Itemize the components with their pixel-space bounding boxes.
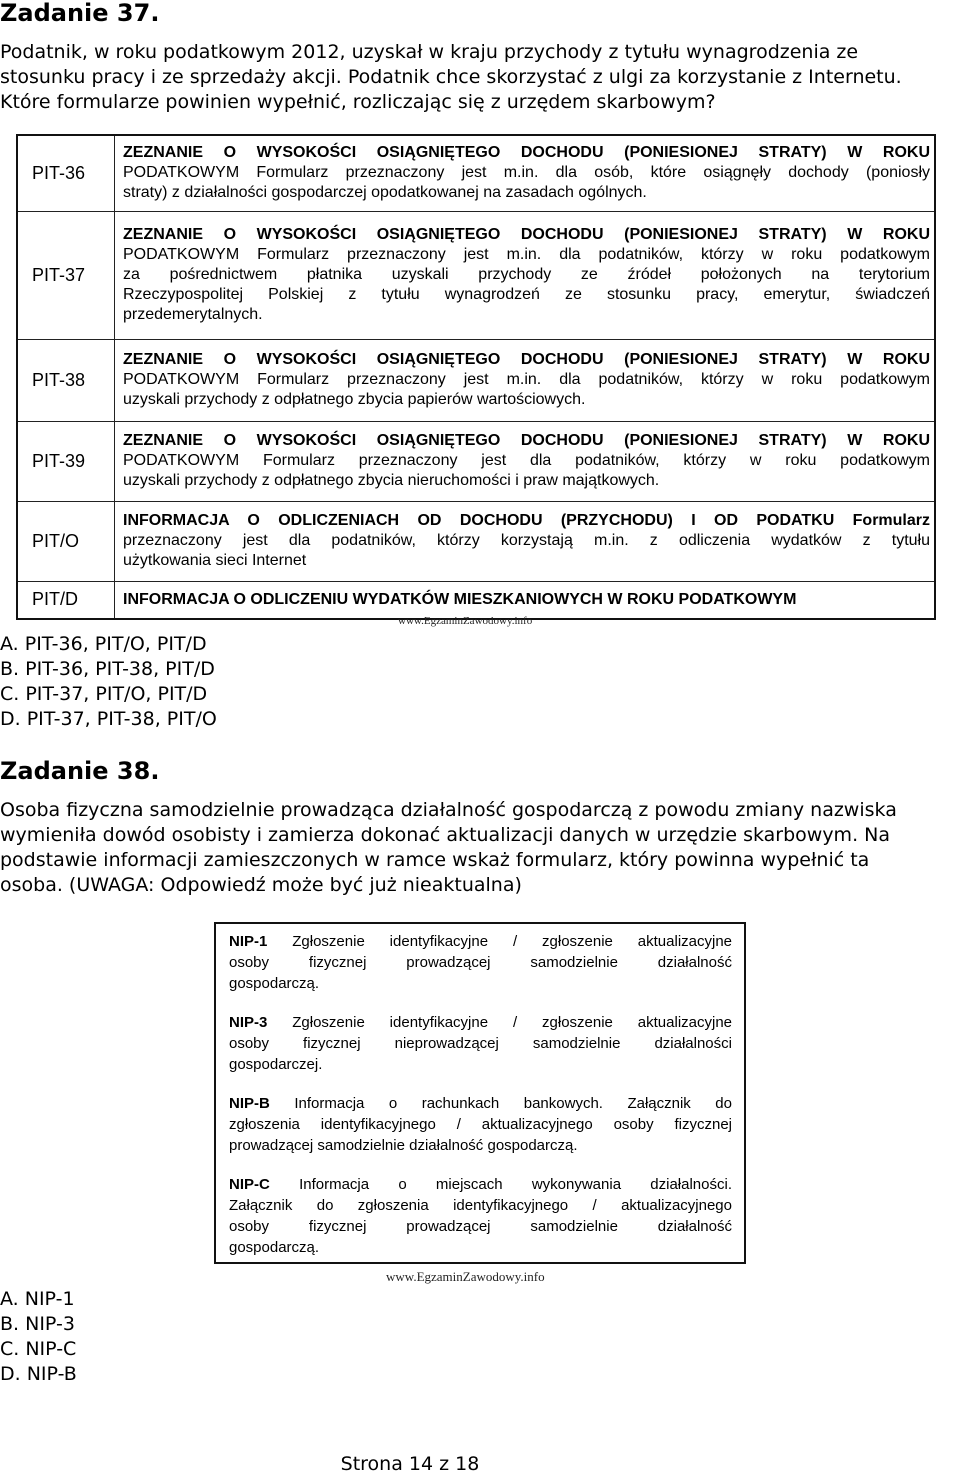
question-38-line: podstawie informacji zamieszczonych w ramce wskaż formularz, który powinna wypełnić ta [0,849,870,871]
description-line: ZEZNANIE O WYSOKOŚCI OSIĄGNIĘTEGO DOCHODU (PONIESIONEJ STRATY) W ROKU [123,226,930,243]
description-line: uzyskali przychody z odpłatnego zbycia nieruchomości i praw majątkowych. [123,472,660,489]
nip-text: zgłoszenia identyfikacyjnego / aktualizacyjnego osoby fizycznej [229,1116,732,1133]
answer-option[interactable]: A. NIP-1 [0,1288,75,1310]
description-line: INFORMACJA O ODLICZENIU WYDATKÓW MIESZKANIOWYCH W ROKU PODATKOWYM [123,590,797,608]
nip-entry [229,1093,732,1156]
nip-text: osoby fizycznej nieprowadzącej samodzielnie działalności [229,1035,732,1052]
nip-code: NIP-C [229,1176,270,1193]
nip-code: NIP-1 [229,933,268,950]
form-description [115,211,936,339]
nip-text: Zgłoszenie identyfikacyjne / zgłoszenie aktualizacyjne [292,933,733,950]
description-line: ZEZNANIE O WYSOKOŚCI OSIĄGNIĘTEGO DOCHODU (PONIESIONEJ STRATY) W ROKU [123,144,930,162]
question-38-text [0,798,960,898]
nip-text: prowadzącej samodzielnie działalność gospodarczą. [229,1137,578,1154]
form-code: PIT-37 [17,211,115,339]
answer-option[interactable]: A. PIT-36, PIT/O, PIT/D [0,633,207,655]
form-code: PIT-39 [17,421,115,501]
description-line: uzyskali przychody z odpłatnego zbycia papierów wartościowych. [123,391,586,408]
question-38-line: wymieniła dowód osobisty i zamierza dokonać aktualizacji danych w urzędzie skarbowym. Na [0,824,891,846]
question-37-title: Zadanie 37. [0,0,160,27]
nip-entry [229,1174,732,1258]
nip-text: Zgłoszenie identyfikacyjne / zgłoszenie aktualizacyjne [292,1014,733,1031]
nip-forms-box [214,922,746,1264]
form-description [115,581,936,619]
answer-option[interactable]: D. NIP-B [0,1363,77,1385]
answer-option[interactable]: C. PIT-37, PIT/O, PIT/D [0,683,208,705]
pit-forms-table [16,134,936,620]
form-description [115,135,936,211]
nip-text: Załącznik do zgłoszenia identyfikacyjnego / aktualizacyjnego [229,1197,732,1214]
description-line: PODATKOWYM Formularz przeznaczony jest m.in. dla podatników, którzy w roku podatkowym [123,371,930,388]
question-37-answers [0,632,217,732]
table-row [17,211,935,339]
nip-text: gospodarczej. [229,1056,323,1073]
description-line: przeznaczony jest dla podatników, którzy korzystają m.in. z odliczenia wydatków z tytułu [123,532,930,549]
nip-text: Informacja o miejscach wykonywania działalności. [299,1176,732,1193]
nip-code: NIP-B [229,1095,270,1112]
question-38-answers [0,1287,77,1387]
nip-text: gospodarczą. [229,975,320,992]
nip-text: osoby fizycznej prowadzącej samodzielnie działalność [229,954,732,971]
question-37-text [0,40,960,115]
table-row [17,339,935,421]
question-37-line: Podatnik, w roku podatkowym 2012, uzyskał w kraju przychody z tytułu wynagrodzenia ze [0,41,859,63]
question-37-line: Które formularze powinien wypełnić, rozliczając się z urzędem skarbowym? [0,91,716,113]
page-number: Strona 14 z 18 [340,1453,480,1475]
nip-text: osoby fizycznej prowadzącej samodzielnie działalność [229,1218,732,1235]
description-line: ZEZNANIE O WYSOKOŚCI OSIĄGNIĘTEGO DOCHODU (PONIESIONEJ STRATY) W ROKU [123,432,930,449]
description-line: ZEZNANIE O WYSOKOŚCI OSIĄGNIĘTEGO DOCHODU (PONIESIONEJ STRATY) W ROKU [123,351,930,368]
nip-code: NIP-3 [229,1014,268,1031]
description-line: za pośrednictwem płatnika uzyskali przychody ze źródeł położonych na terytorium [123,266,930,283]
description-line: PODATKOWYM Formularz przeznaczony jest m.in. dla podatników, którzy w roku podatkowym [123,246,930,263]
nip-entry [229,931,732,994]
watermark-text: www.EgzaminZawodowy.info [386,1269,545,1284]
nip-text: Informacja o rachunkach bankowych. Załącznik do [294,1095,732,1112]
form-description [115,339,936,421]
nip-entry [229,1012,732,1075]
answer-option[interactable]: B. PIT-36, PIT-38, PIT/D [0,658,215,680]
watermark-text: www.EgzaminZawodowy.info [398,615,533,627]
question-38-line: Osoba fizyczna samodzielnie prowadząca działalność gospodarczą z powodu zmiany nazwiska [0,799,897,821]
question-38-title: Zadanie 38. [0,757,160,785]
description-line: Rzeczypospolitej Polskiej z tytułu wynagrodzeń ze stosunku pracy, emerytur, świadczeń [123,286,930,303]
form-code: PIT/D [17,581,115,619]
form-code: PIT-36 [17,135,115,211]
form-code: PIT/O [17,501,115,581]
question-37-line: stosunku pracy i ze sprzedaży akcji. Podatnik chce skorzystać z ulgi za korzystanie z Internetu. [0,66,902,88]
description-line: INFORMACJA O ODLICZENIACH OD DOCHODU (PRZYCHODU) I OD PODATKU Formularz [123,512,930,529]
form-code: PIT-38 [17,339,115,421]
question-38-line: osoba. (UWAGA: Odpowiedź może być już nieaktualna) [0,874,522,896]
table-row [17,581,935,619]
table-row [17,135,935,211]
answer-option[interactable]: B. NIP-3 [0,1313,75,1335]
answer-option[interactable]: C. NIP-C [0,1338,77,1360]
description-line: straty) z działalności gospodarczej opodatkowanej na zasadach ogólnych. [123,184,647,202]
form-description [115,421,936,501]
description-line: PODATKOWYM Formularz przeznaczony jest m.in. dla osób, które osiągnęły dochody (poniosły [123,164,930,182]
table-row [17,501,935,581]
description-line: użytkowania sieci Internet [123,552,307,569]
description-line: PODATKOWYM Formularz przeznaczony jest dla podatników, którzy w roku podatkowym [123,452,930,469]
table-row [17,421,935,501]
form-description [115,501,936,581]
nip-text: gospodarczą. [229,1239,320,1256]
answer-option[interactable]: D. PIT-37, PIT-38, PIT/O [0,708,217,730]
description-line: przedemerytalnych. [123,306,263,323]
